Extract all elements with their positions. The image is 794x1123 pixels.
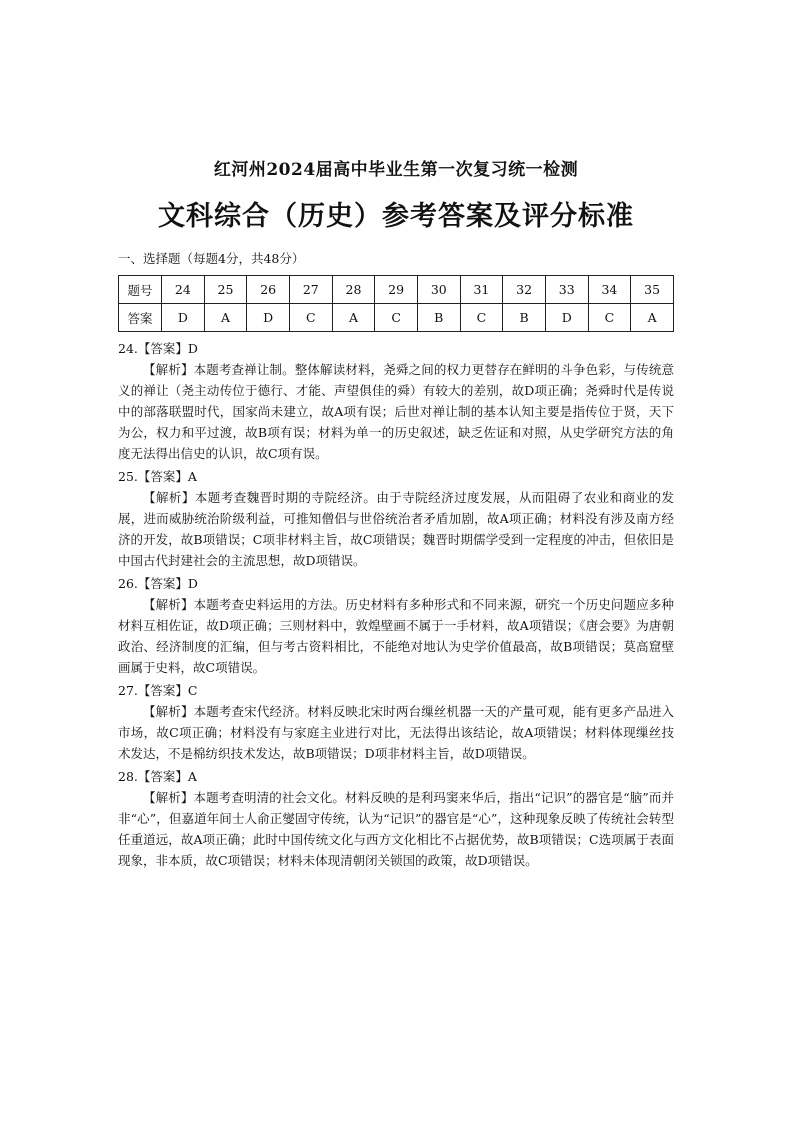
document-title: 文科综合（历史）参考答案及评分标准 <box>158 201 634 232</box>
question-number: 35 <box>631 276 674 304</box>
answer-row <box>119 304 674 332</box>
answer-item-25 <box>118 466 674 571</box>
answer-label: 24.【答案】D <box>118 341 198 356</box>
row-label-answer: 答案 <box>119 304 162 332</box>
answer-cell: D <box>545 304 588 332</box>
analysis-text: 【解析】本题考查宋代经济。材料反映北宋时两台缫丝机器一天的产量可观，能有更多产品进入市场，故C项正确；材料没有与家庭主业进行对比，无法得出该结论，故A项错误；材料体现缫丝技术发达，不是棉纺织技术发达，故B项错误；D项非材料主旨，故D项错误。 <box>118 704 674 761</box>
answer-cell: D <box>162 304 205 332</box>
analysis-text: 【解析】本题考查魏晋时期的寺院经济。由于寺院经济过度发展，从而阻碍了农业和商业的发展，进而威胁统治阶级利益，可推知僧侣与世俗统治者矛盾加剧，故A项正确；材料没有涉及南方经济的开发，故B项错误；C项非材料主旨，故C项错误；魏晋时期儒学受到一定程度的冲击，但依旧是中国古代封建社会的主流思想，故D项错误。 <box>118 490 674 568</box>
question-number: 29 <box>375 276 418 304</box>
analysis-text: 【解析】本题考查史料运用的方法。历史材料有多种形式和不同来源，研究一个历史问题应多种材料互相佐证，故D项正确；三则材料中，敦煌壁画不属于一手材料，故A项错误；《唐会要》为唐朝政治、经济制度的汇编，但与考古资料相比，不能绝对地认为史学价值最高，故B项错误；莫高窟壁画属于史料，故C项错误。 <box>118 597 674 675</box>
question-number: 26 <box>247 276 290 304</box>
question-number: 30 <box>417 276 460 304</box>
answer-cell: C <box>289 304 332 332</box>
analysis-text: 【解析】本题考查禅让制。整体解读材料，尧舜之间的权力更替存在鲜明的斗争色彩，与传统意义的禅让（尧主动传位于德行、才能、声望俱佳的舜）有较大的差别，故D项正确；尧舜时代是传说中的部落联盟时代，国家尚未建立，故A项有误；后世对禅让制的基本认知主要是指传位于贤，天下为公，权力和平过渡，故B项有误；材料为单一的历史叙述，缺乏佐证和对照，从史学研究方法的角度无法得出信史的认识，故C项有误。 <box>118 362 674 461</box>
answer-cell: B <box>503 304 546 332</box>
question-number: 33 <box>545 276 588 304</box>
question-number: 24 <box>162 276 205 304</box>
question-number-row <box>119 276 674 304</box>
answer-cell: A <box>204 304 247 332</box>
section-heading: 一、选择题（每题4分，共48分） <box>118 251 305 266</box>
question-number: 28 <box>332 276 375 304</box>
answer-item-26 <box>118 573 674 678</box>
row-label-number: 题号 <box>119 276 162 304</box>
answer-item-24 <box>118 338 674 464</box>
answer-cell: C <box>460 304 503 332</box>
question-number: 32 <box>503 276 546 304</box>
answer-table <box>118 275 674 332</box>
answer-cell: C <box>588 304 631 332</box>
answer-item-27 <box>118 680 674 764</box>
answer-cell: D <box>247 304 290 332</box>
answer-key-page <box>118 155 674 873</box>
answer-cell: B <box>417 304 460 332</box>
question-number: 27 <box>289 276 332 304</box>
answer-item-28 <box>118 766 674 871</box>
question-number: 31 <box>460 276 503 304</box>
answer-label: 25.【答案】A <box>118 469 197 484</box>
answer-label: 26.【答案】D <box>118 576 198 591</box>
answer-label: 28.【答案】A <box>118 769 197 784</box>
answer-cell: A <box>332 304 375 332</box>
answer-label: 27.【答案】C <box>118 683 198 698</box>
analysis-text: 【解析】本题考查明清的社会文化。材料反映的是利玛窦来华后，指出“记识”的器官是“脑”而并非“心”，但嘉道年间士人俞正燮固守传统，认为“记识”的器官是“心”，这种现象反映了传统社会转型任重道远，故A项正确；此时中国传统文化与西方文化相比不占据优势，故B项错误；C选项属于表面现象，非本质，故C项错误；材料未体现清朝闭关锁国的政策，故D项错误。 <box>118 790 674 868</box>
exam-title: 红河州2024届高中毕业生第一次复习统一检测 <box>213 160 579 180</box>
answer-cell: A <box>631 304 674 332</box>
question-number: 34 <box>588 276 631 304</box>
question-number: 25 <box>204 276 247 304</box>
answer-cell: C <box>375 304 418 332</box>
